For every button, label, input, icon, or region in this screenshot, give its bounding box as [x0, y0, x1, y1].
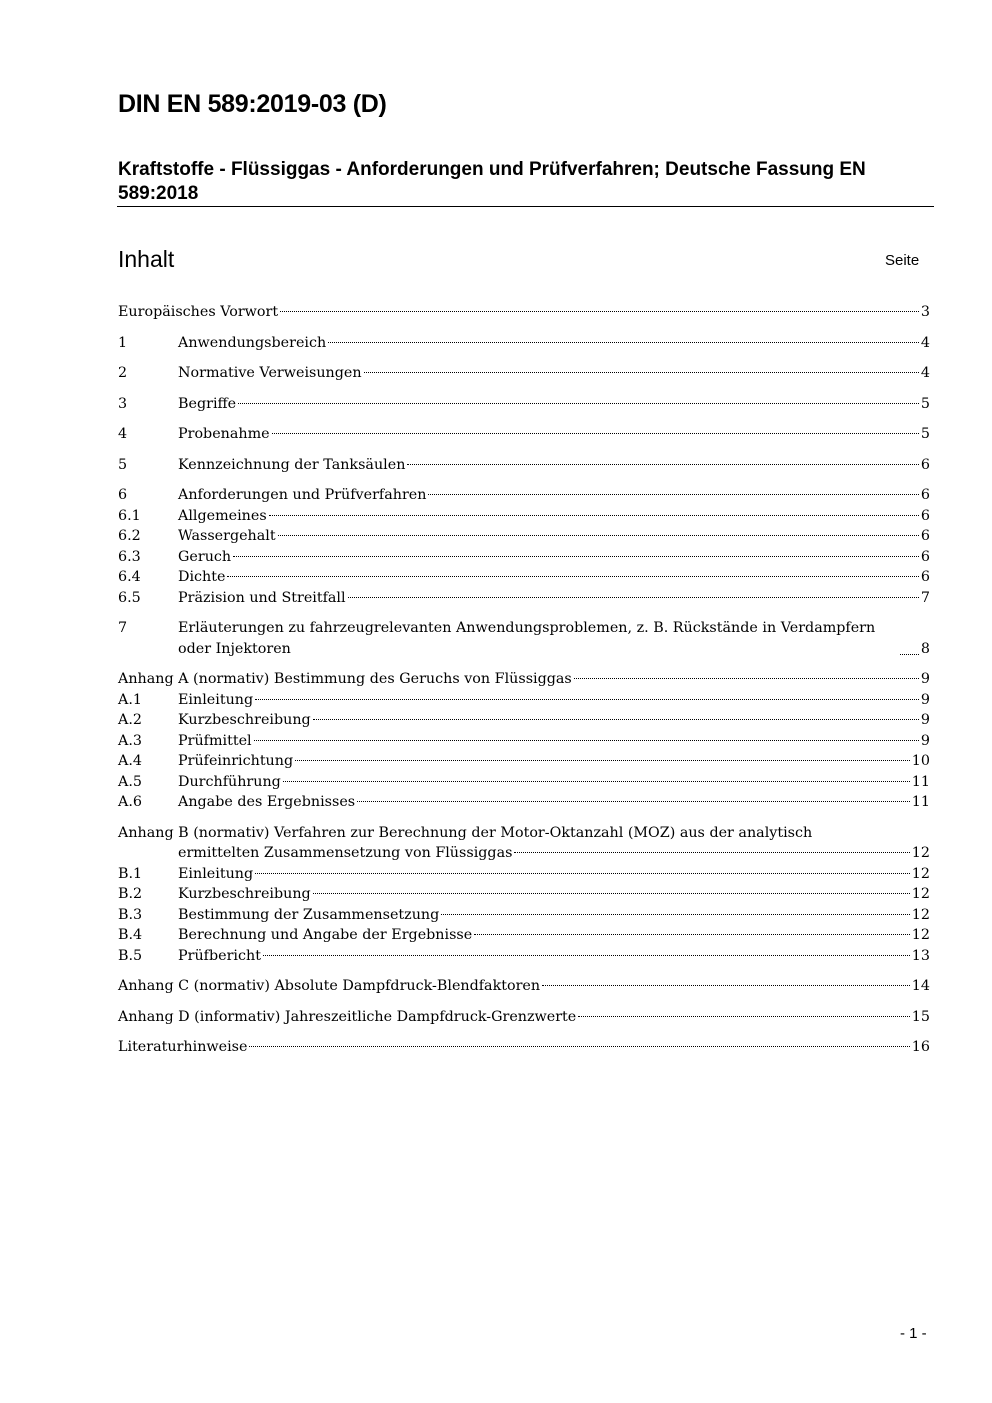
toc-entry-text: Anwendungsbereich — [178, 334, 327, 351]
toc-entry[interactable] — [118, 333, 930, 354]
toc-entry-number: 6.4 — [118, 569, 141, 585]
toc-entry-page: 9 — [920, 691, 930, 708]
toc-entry[interactable] — [118, 905, 930, 926]
toc-leader-dots — [514, 852, 909, 853]
toc-entry[interactable] — [118, 884, 930, 905]
toc-entry-page: 8 — [920, 640, 930, 657]
toc-entry-page: 6 — [920, 507, 930, 524]
toc-entry-number: A.5 — [118, 773, 142, 790]
toc-entry-number: 4 — [118, 426, 128, 442]
toc-page-column-label: Seite — [885, 252, 920, 269]
toc-entry-number: 2 — [118, 365, 128, 381]
toc-entry-page: 6 — [920, 487, 930, 503]
toc-entry-page: 9 — [920, 732, 930, 749]
toc-entry[interactable] — [118, 843, 930, 864]
toc-entry-page: 6 — [920, 548, 930, 565]
toc-entry-page: 11 — [911, 773, 930, 790]
toc-entry[interactable] — [118, 669, 930, 690]
toc-entry-page: 12 — [911, 927, 930, 943]
toc-leader-dots — [295, 760, 910, 761]
toc-entry-page: 9 — [920, 712, 930, 728]
toc-entry[interactable] — [118, 731, 930, 752]
toc-entry-text: Anforderungen und Prüfverfahren — [178, 487, 427, 503]
toc-entry[interactable] — [118, 618, 930, 659]
toc-leader-dots — [364, 372, 919, 373]
toc-entry-page: 11 — [911, 794, 930, 810]
toc-entry[interactable] — [118, 1007, 930, 1028]
toc-leader-dots — [474, 934, 910, 935]
toc-entry-text: Durchführung — [178, 773, 281, 790]
title-rule — [117, 206, 934, 207]
toc-entry[interactable] — [118, 567, 930, 588]
toc-entry-text: Kurzbeschreibung — [178, 886, 311, 902]
toc-entry-text: Anhang C (normativ) Absolute Dampfdruck-Blendfaktoren — [118, 978, 541, 994]
toc-entry-text: Prüfeinrichtung — [178, 753, 294, 769]
toc-leader-dots — [357, 801, 910, 802]
toc-entry-number: A.2 — [118, 712, 142, 728]
toc-entry[interactable] — [118, 485, 930, 506]
toc-entry-text: Allgemeines — [178, 507, 267, 524]
toc-entry-text: Anhang A (normativ) Bestimmung des Geruchs von Flüssiggas — [118, 671, 572, 687]
toc-leader-dots — [574, 678, 919, 679]
toc-entry[interactable] — [118, 864, 930, 885]
toc-entry[interactable] — [118, 772, 930, 793]
toc-heading: Inhalt — [118, 246, 175, 272]
toc-entry[interactable] — [118, 925, 930, 946]
toc-entry-page: 9 — [920, 671, 930, 687]
toc-entry-text: Probenahme — [178, 426, 270, 442]
toc-entry-number: B.4 — [118, 927, 143, 943]
toc-entry-number: 6.3 — [118, 548, 141, 565]
toc-leader-dots — [313, 893, 910, 894]
toc-entry-text: Anhang B (normativ) Verfahren zur Berechnung der Motor-Oktanzahl (MOZ) aus der analytisch — [118, 824, 813, 841]
toc-entry-page: 5 — [920, 395, 930, 412]
toc-leader-dots — [227, 576, 918, 577]
table-of-contents — [118, 302, 930, 1058]
toc-leader-dots — [542, 985, 910, 986]
toc-entry-page: 12 — [911, 906, 930, 923]
toc-entry-page: 7 — [920, 589, 930, 606]
toc-entry-text: Geruch — [178, 548, 232, 565]
toc-entry[interactable] — [118, 302, 930, 323]
toc-leader-dots — [233, 556, 919, 557]
toc-entry[interactable] — [118, 394, 930, 415]
toc-leader-dots — [283, 781, 910, 782]
toc-leader-dots — [249, 1046, 909, 1047]
toc-entry[interactable] — [118, 690, 930, 711]
toc-entry-page: 14 — [911, 978, 930, 994]
toc-entry-text: Prüfbericht — [178, 947, 261, 964]
toc-entry-text: Einleitung — [178, 691, 254, 708]
toc-entry-page: 6 — [920, 456, 930, 473]
toc-entry-text: Einleitung — [178, 865, 254, 882]
toc-entry[interactable] — [118, 792, 930, 813]
toc-leader-dots — [578, 1016, 910, 1017]
toc-leader-dots — [280, 311, 919, 312]
toc-leader-dots — [272, 433, 919, 434]
toc-entry[interactable] — [118, 976, 930, 997]
toc-leader-dots — [254, 740, 919, 741]
toc-leader-dots — [263, 955, 910, 956]
toc-entry-text: Begriffe — [178, 395, 237, 412]
toc-entry-number: 3 — [118, 395, 128, 412]
toc-entry-page: 12 — [911, 886, 930, 902]
toc-leader-dots — [269, 515, 919, 516]
toc-entry-number: 7 — [118, 620, 128, 636]
toc-entry-page: 13 — [911, 947, 930, 964]
toc-entry[interactable] — [118, 1037, 930, 1058]
toc-entry[interactable] — [118, 455, 930, 476]
toc-entry-number: A.4 — [118, 753, 142, 769]
toc-leader-dots — [313, 719, 919, 720]
toc-entry[interactable] — [118, 710, 930, 731]
toc-entry-text: Europäisches Vorwort — [118, 304, 279, 320]
toc-leader-dots — [900, 654, 919, 655]
toc-entry-page: 4 — [920, 365, 930, 381]
toc-entry-text: Kurzbeschreibung — [178, 712, 311, 728]
toc-entry[interactable] — [118, 751, 930, 772]
toc-leader-dots — [255, 873, 910, 874]
toc-entry-number: 6.1 — [118, 507, 141, 524]
toc-entry-number: B.1 — [118, 865, 143, 882]
toc-entry-text: Anhang D (informativ) Jahreszeitliche Dampfdruck-Grenzwerte — [118, 1008, 577, 1025]
toc-entry-page: 10 — [911, 753, 930, 769]
toc-entry-page: 16 — [911, 1039, 930, 1055]
toc-entry-text: Prüfmittel — [178, 732, 252, 749]
toc-entry-number: B.2 — [118, 886, 143, 902]
toc-entry-text: Bestimmung der Zusammensetzung — [178, 906, 440, 923]
toc-entry-page: 6 — [920, 569, 930, 585]
toc-entry-number: A.3 — [118, 732, 142, 749]
toc-entry-text: Literaturhinweise — [118, 1039, 248, 1055]
toc-entry-number: 6.5 — [118, 589, 141, 606]
toc-entry-text: Wassergehalt — [178, 528, 276, 544]
toc-leader-dots — [348, 597, 919, 598]
document-number: DIN EN 589:2019-03 (D) — [118, 90, 387, 118]
document-title: Kraftstoffe - Flüssiggas - Anforderungen und Prüfverfahren; Deutsche Fassung EN 589:2018 — [118, 159, 866, 204]
toc-leader-dots — [255, 699, 919, 700]
toc-entry-text: ermittelten Zusammensetzung von Flüssiggas — [178, 845, 513, 861]
toc-leader-dots — [328, 342, 919, 343]
toc-entry-number: B.5 — [118, 947, 143, 964]
toc-entry-page: 15 — [911, 1008, 930, 1025]
toc-entry-number: B.3 — [118, 906, 143, 923]
toc-entry[interactable] — [118, 506, 930, 527]
toc-leader-dots — [407, 464, 918, 465]
toc-entry-number: 5 — [118, 456, 128, 473]
toc-entry[interactable] — [118, 363, 930, 384]
toc-entry-number: 6 — [118, 487, 128, 503]
toc-entry[interactable] — [118, 588, 930, 609]
toc-entry-number: A.6 — [118, 794, 142, 810]
toc-entry-number: 1 — [118, 334, 128, 351]
toc-entry-text: Dichte — [178, 569, 226, 585]
toc-entry-page: 12 — [911, 865, 930, 882]
toc-leader-dots — [278, 535, 919, 536]
toc-entry[interactable] — [118, 526, 930, 547]
toc-entry-page: 5 — [920, 426, 930, 442]
toc-entry[interactable] — [118, 823, 930, 844]
toc-leader-dots — [238, 403, 919, 404]
toc-entry-text: Erläuterungen zu fahrzeugrelevanten Anwendungsproblemen, z. B. Rückstände in Verdampfern oder Injektoren — [178, 620, 876, 657]
toc-leader-dots — [441, 914, 910, 915]
toc-entry[interactable] — [118, 424, 930, 445]
toc-entry-text: Berechnung und Angabe der Ergebnisse — [178, 927, 473, 943]
toc-entry-number: A.1 — [118, 691, 142, 708]
toc-entry-page: 3 — [920, 304, 930, 320]
toc-entry-text: Präzision und Streitfall — [178, 589, 346, 606]
toc-entry-page: 4 — [920, 334, 930, 351]
toc-entry-text: Kennzeichnung der Tanksäulen — [178, 456, 406, 473]
toc-leader-dots — [428, 494, 918, 495]
page-number: - 1 - — [900, 1325, 927, 1342]
toc-entry-number: 6.2 — [118, 528, 141, 544]
toc-entry-text: Angabe des Ergebnisses — [178, 794, 356, 810]
toc-entry-page: 6 — [920, 528, 930, 544]
toc-entry-text: Normative Verweisungen — [178, 365, 362, 381]
toc-entry-page: 12 — [911, 845, 930, 861]
toc-entry[interactable] — [118, 547, 930, 568]
toc-entry[interactable] — [118, 946, 930, 967]
